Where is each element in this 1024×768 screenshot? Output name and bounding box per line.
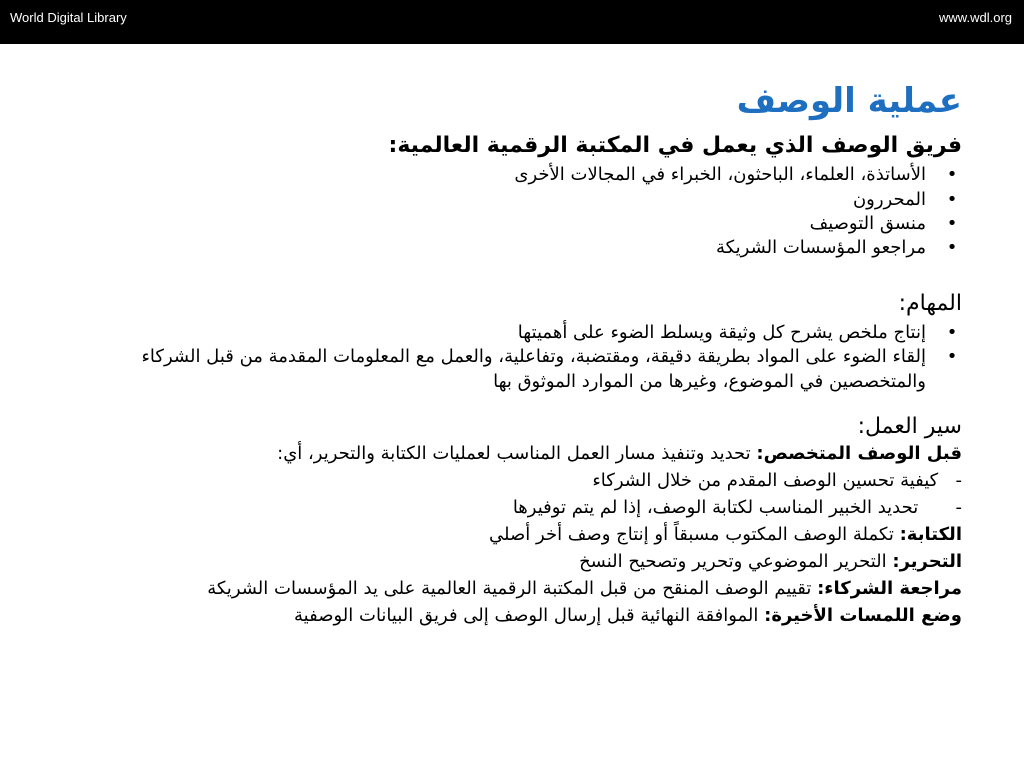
workflow-partner-review-line: [60, 575, 962, 602]
task-item-text: إنتاج ملخص يشرح كل وثيقة ويسلط الضوء على أهميتها: [517, 322, 926, 344]
site-url[interactable]: www.wdl.org: [939, 10, 1012, 25]
slide-title: عملية الوصف: [736, 81, 962, 121]
list-item: [60, 321, 962, 345]
list-item: [60, 188, 962, 212]
bullet-icon: •: [946, 322, 958, 344]
writing-label: الكتابة:: [899, 524, 962, 546]
editing-text: التحرير الموضوعي وتحرير وتصحيح النسخ: [579, 551, 887, 573]
list-item: [60, 236, 962, 260]
final-touches-text: الموافقة النهائية قبل إرسال الوصف إلى فريق البيانات الوصفية: [294, 605, 759, 627]
dash-icon: -: [955, 470, 962, 492]
team-item-text: الأساتذة، العلماء، الباحثون، الخبراء في المجالات الأخرى: [514, 164, 926, 186]
bullet-icon: •: [946, 346, 958, 368]
bullet-icon: •: [946, 213, 958, 235]
specialist-text: تحديد وتنفيذ مسار العمل المناسب لعمليات الكتابة والتحرير، أي:: [277, 443, 751, 465]
list-item: [60, 345, 962, 394]
workflow-specialist-line: [60, 440, 962, 467]
team-item-text: مراجعو المؤسسات الشريكة: [716, 237, 926, 259]
tasks-heading: المهام:: [898, 290, 962, 316]
team-heading: فريق الوصف الذي يعمل في المكتبة الرقمية العالمية:: [388, 133, 962, 159]
workflow-sub-item: [60, 467, 962, 494]
bullet-icon: •: [946, 164, 958, 186]
slide-content: [60, 82, 962, 629]
sub-item-text: كيفية تحسين الوصف المقدم من خلال الشركاء: [592, 470, 939, 492]
specialist-label: قبل الوصف المتخصص:: [756, 443, 962, 465]
workflow-editing-line: [60, 548, 962, 575]
dash-icon: -: [955, 497, 962, 519]
list-item: [60, 212, 962, 236]
workflow-final-touches-line: [60, 602, 962, 629]
site-name: World Digital Library: [10, 10, 127, 25]
partner-review-label: مراجعة الشركاء:: [817, 578, 962, 600]
editing-label: التحرير:: [892, 551, 962, 573]
sub-item-text: تحديد الخبير المناسب لكتابة الوصف، إذا لم يتم توفيرها: [512, 497, 919, 519]
team-list: [60, 163, 962, 260]
workflow-sub-item: [60, 494, 962, 521]
writing-text: تكملة الوصف المكتوب مسبقاً أو إنتاج وصف أخر أصلي: [489, 524, 894, 546]
header-bar: [0, 0, 1024, 44]
partner-review-text: تقييم الوصف المنقح من قبل المكتبة الرقمية العالمية على يد المؤسسات الشريكة: [207, 578, 812, 600]
final-touches-label: وضع اللمسات الأخيرة:: [764, 605, 962, 627]
task-item-text: إلقاء الضوء على المواد بطريقة دقيقة، ومقتضبة، وتفاعلية، والعمل مع المعلومات المقدمة من قبل الشركاء والمتخصصين في الموضوع، وغيرها من الموارد الموثوق بها: [141, 346, 926, 392]
bullet-icon: •: [946, 188, 958, 210]
team-item-text: منسق التوصيف: [809, 213, 926, 235]
workflow-heading: سير العمل:: [857, 413, 962, 439]
workflow-writing-line: [60, 521, 962, 548]
tasks-list: [60, 321, 962, 394]
bullet-icon: •: [946, 237, 958, 259]
list-item: [60, 163, 962, 187]
team-item-text: المحررون: [852, 188, 926, 210]
